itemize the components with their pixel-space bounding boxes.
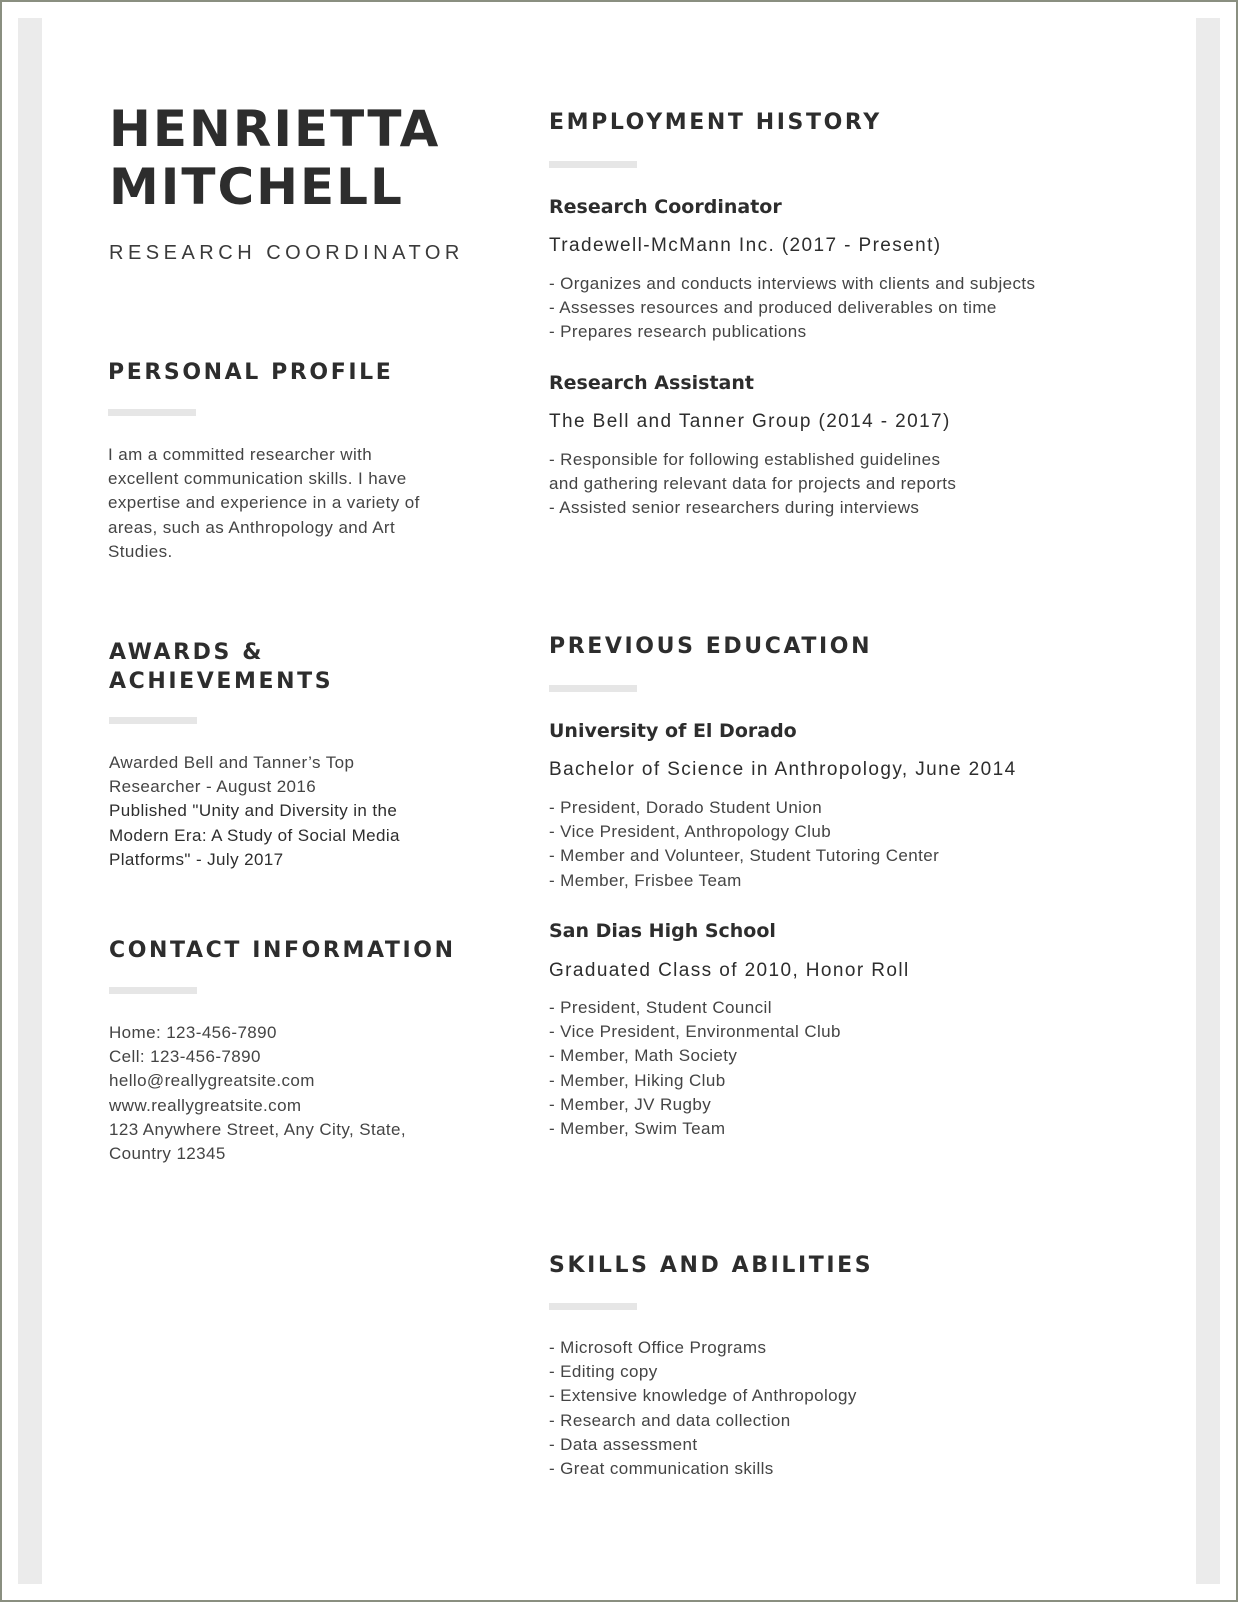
skills-heading: SKILLS AND ABILITIES [549,1253,874,1278]
job-company: The Bell and Tanner Group (2014 - 2017) [549,411,951,432]
contact-divider [109,987,197,994]
school-bullet: - Member, Math Society [549,1046,738,1066]
contact-address: 123 Anywhere Street, Any City, State, [109,1119,407,1139]
skill-item: - Extensive knowledge of Anthropology [549,1386,857,1406]
skill-item: - Research and data collection [549,1410,791,1430]
awards-line: Platforms" - July 2017 [109,849,284,869]
school-degree: Bachelor of Science in Anthropology, June 2014 [549,759,1017,780]
profile-divider [108,409,196,416]
employment-divider [549,161,637,168]
job-title: Research Assistant [549,372,754,394]
skill-item: - Great communication skills [549,1459,774,1479]
profile-text [108,443,420,564]
profile-line: areas, such as Anthropology and Art [108,517,396,537]
school-bullet: - Member and Volunteer, Student Tutoring Center [549,846,940,866]
profile-line: excellent communication skills. I have [108,469,407,489]
school-bullet: - Member, Hiking Club [549,1070,726,1090]
skills-list [549,1336,857,1481]
school-bullet: - Vice President, Anthropology Club [549,822,832,842]
contact-heading: CONTACT INFORMATION [109,938,456,963]
awards-line: Researcher - August 2016 [109,777,317,797]
school-degree: Graduated Class of 2010, Honor Roll [549,960,910,981]
left-margin-bar [18,18,42,1584]
name-first: HENRIETTA [109,100,441,158]
school-name: University of El Dorado [549,720,797,742]
awards-heading [109,638,333,696]
skill-item: - Editing copy [549,1362,658,1382]
name-last: MITCHELL [109,158,404,216]
awards-heading-line: AWARDS & [109,640,265,665]
profile-line: I am a committed researcher with [108,445,373,464]
awards-divider [109,717,197,724]
job-title: Research Coordinator [549,196,782,218]
job-bullets [549,448,956,521]
job-bullet: - Assisted senior researchers during interviews [549,498,920,518]
school-bullets [549,796,939,893]
education-heading: PREVIOUS EDUCATION [549,634,873,659]
awards-line: Published "Unity and Diversity in the [109,801,398,821]
awards-heading-line: ACHIEVEMENTS [109,669,334,694]
skill-item: - Data assessment [549,1434,698,1454]
awards-line: Modern Era: A Study of Social Media [109,825,400,845]
candidate-name [109,100,440,216]
employment-heading: EMPLOYMENT HISTORY [549,110,882,135]
profile-line: expertise and experience in a variety of [108,493,420,513]
contact-home-phone: Home: 123-456-7890 [109,1023,277,1042]
job-bullet: - Responsible for following established guidelines [549,450,941,469]
skill-item: - Microsoft Office Programs [549,1338,767,1357]
school-bullet: - Member, Frisbee Team [549,870,742,890]
education-divider [549,685,637,692]
candidate-title: RESEARCH COORDINATOR [109,242,464,264]
school-bullet: - Member, JV Rugby [549,1094,712,1114]
school-bullet: - President, Student Council [549,998,772,1017]
school-bullet: - President, Dorado Student Union [549,798,823,817]
skills-divider [549,1303,637,1310]
contact-website: www.reallygreatsite.com [109,1095,302,1115]
job-bullet: - Organizes and conducts interviews with clients and subjects [549,274,1036,293]
job-bullet: and gathering relevant data for projects and reports [549,474,957,494]
profile-line: Studies. [108,541,173,561]
awards-line: Awarded Bell and Tanner’s Top [109,753,355,772]
contact-text [109,1021,406,1166]
right-margin-bar [1196,18,1220,1584]
profile-heading: PERSONAL PROFILE [108,360,394,385]
school-bullet: - Member, Swim Team [549,1119,726,1139]
school-bullet: - Vice President, Environmental Club [549,1022,841,1042]
job-bullet: - Prepares research publications [549,322,807,342]
awards-text [109,751,400,872]
contact-address: Country 12345 [109,1144,226,1164]
job-bullets [549,272,1035,345]
contact-email: hello@reallygreatsite.com [109,1071,315,1091]
school-name: San Dias High School [549,920,776,942]
job-company: Tradewell-McMann Inc. (2017 - Present) [549,235,942,256]
contact-cell-phone: Cell: 123-456-7890 [109,1047,261,1067]
job-bullet: - Assesses resources and produced deliverables on time [549,298,997,318]
school-bullets [549,996,841,1141]
